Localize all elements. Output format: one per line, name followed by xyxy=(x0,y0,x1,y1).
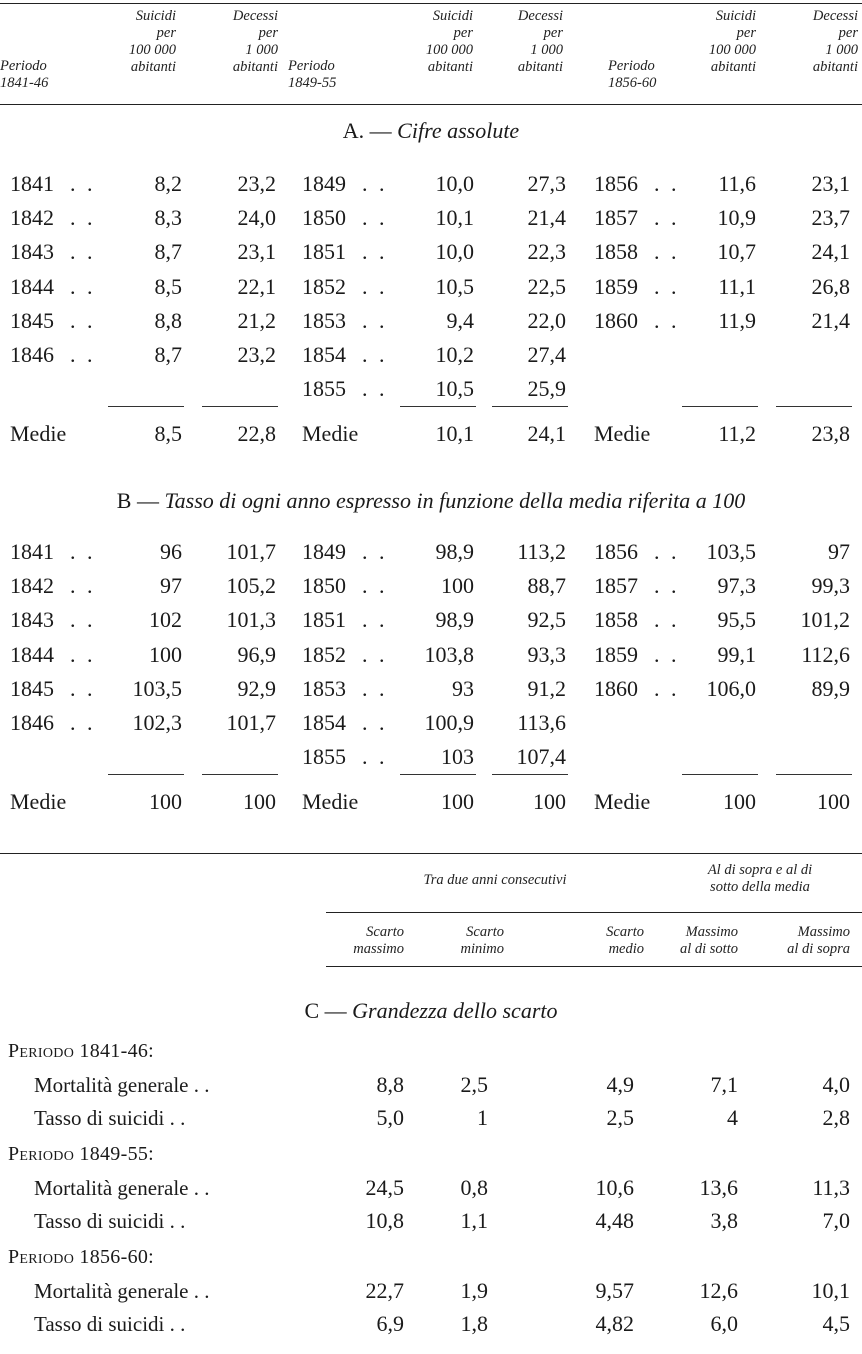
scarto-value: 4,9 xyxy=(606,1072,634,1097)
year-label: 1852 xyxy=(302,641,346,667)
average-separator xyxy=(776,774,852,775)
medie-decessi: 100 xyxy=(817,789,850,814)
decessi-value: 97 xyxy=(828,539,850,564)
average-separator xyxy=(400,774,476,775)
suicidi-value: 8,5 xyxy=(154,273,182,299)
leader-dots: . . xyxy=(362,641,388,667)
leader-dots: . . xyxy=(654,573,680,599)
scarto-value: 1 xyxy=(477,1105,488,1130)
scarto-value: 2,8 xyxy=(822,1105,850,1130)
year-label: 1850 xyxy=(302,205,346,231)
year-label: 1849 xyxy=(302,171,346,196)
suicidi-value: 97 xyxy=(160,573,182,599)
medie-suicidi: 100 xyxy=(441,789,474,814)
medie-label: Medie xyxy=(594,421,651,446)
scarto-value: 7,1 xyxy=(710,1072,738,1097)
year-label: 1846 xyxy=(10,342,54,367)
scarto-value: 24,5 xyxy=(365,1175,404,1200)
suicidi-value: 10,0 xyxy=(435,171,474,196)
suicidi-value: 103,5 xyxy=(706,539,756,564)
year-label: 1841 xyxy=(10,171,54,196)
medie-label: Medie xyxy=(10,421,67,446)
average-separator xyxy=(776,406,852,407)
decessi-value: 92,9 xyxy=(237,675,276,701)
average-separator xyxy=(108,774,184,775)
decessi-value: 27,3 xyxy=(527,171,566,196)
leader-dots: . . xyxy=(70,539,96,564)
year-label: 1859 xyxy=(594,273,638,299)
decessi-value: 113,2 xyxy=(517,539,566,564)
section-c-col2: Scarto minimo xyxy=(460,924,504,957)
scarto-value: 11,3 xyxy=(812,1175,850,1200)
year-label: 1855 xyxy=(302,744,346,770)
year-label: 1857 xyxy=(594,205,638,231)
leader-dots: . . xyxy=(654,539,680,564)
scarto-value: 10,1 xyxy=(811,1278,850,1303)
scarto-value: 8,8 xyxy=(376,1072,404,1097)
scarto-value: 13,6 xyxy=(699,1175,738,1200)
decessi-value: 27,4 xyxy=(527,342,566,367)
decessi-value: 23,1 xyxy=(237,239,276,265)
section-c-title xyxy=(0,998,862,1024)
suicidi-value: 9,4 xyxy=(446,307,474,333)
header-suicidi-2: Suicidi per 100 000 abitanti xyxy=(425,8,473,75)
medie-label: Medie xyxy=(10,789,67,814)
average-separator xyxy=(492,406,568,407)
year-label: 1851 xyxy=(302,239,346,265)
suicidi-value: 102 xyxy=(149,607,182,633)
header-suicidi-3: Suicidi per 100 000 abitanti xyxy=(708,8,756,75)
scarto-value: 4,82 xyxy=(595,1311,634,1336)
decessi-value: 101,3 xyxy=(226,607,276,633)
row-label: Tasso di suicidi . . xyxy=(34,1209,186,1233)
scarto-value: 1,8 xyxy=(460,1311,488,1336)
year-label: 1860 xyxy=(594,307,638,333)
leader-dots: . . xyxy=(70,607,96,633)
header-bottom-rule xyxy=(0,104,862,105)
row-label: Mortalità generale . . xyxy=(34,1073,210,1097)
scarto-value: 0,8 xyxy=(460,1175,488,1200)
decessi-value: 23,7 xyxy=(811,205,850,231)
decessi-value: 91,2 xyxy=(527,675,566,701)
section-c-col3: Scarto medio xyxy=(606,924,644,957)
medie-decessi: 24,1 xyxy=(527,421,566,446)
year-label: 1842 xyxy=(10,205,54,231)
year-label: 1859 xyxy=(594,641,638,667)
year-label: 1845 xyxy=(10,675,54,701)
decessi-value: 23,1 xyxy=(811,171,850,196)
year-label: 1852 xyxy=(302,273,346,299)
decessi-value: 21,4 xyxy=(811,307,850,333)
row-label: Tasso di suicidi . . xyxy=(34,1106,186,1130)
decessi-value: 113,6 xyxy=(517,710,566,735)
leader-dots: . . xyxy=(654,641,680,667)
leader-dots: . . xyxy=(70,675,96,701)
average-separator xyxy=(202,774,278,775)
scarto-value: 1,1 xyxy=(460,1208,488,1233)
suicidi-value: 8,3 xyxy=(154,205,182,231)
section-a-prefix: A. — xyxy=(342,118,392,143)
suicidi-value: 11,1 xyxy=(718,273,756,299)
year-label: 1853 xyxy=(302,307,346,333)
year-label: 1851 xyxy=(302,607,346,633)
suicidi-value: 97,3 xyxy=(717,573,756,599)
leader-dots: . . xyxy=(70,307,96,333)
suicidi-value: 95,5 xyxy=(717,607,756,633)
suicidi-value: 10,5 xyxy=(435,273,474,299)
year-label: 1854 xyxy=(302,710,346,735)
year-label: 1841 xyxy=(10,539,54,564)
suicidi-value: 102,3 xyxy=(132,710,182,735)
average-separator xyxy=(492,774,568,775)
scarto-value: 6,0 xyxy=(710,1311,738,1336)
section-c-header-bottom-rule xyxy=(326,966,862,967)
leader-dots: . . xyxy=(654,205,680,231)
header-decessi-1: Decessi per 1 000 abitanti xyxy=(232,8,278,75)
header-decessi-2: Decessi per 1 000 abitanti xyxy=(517,8,563,75)
period-title: Periodo 1849-55: xyxy=(8,1143,155,1165)
leader-dots: . . xyxy=(362,342,388,367)
decessi-value: 22,5 xyxy=(527,273,566,299)
header-suicidi-1: Suicidi per 100 000 abitanti xyxy=(128,8,176,75)
decessi-value: 24,1 xyxy=(811,239,850,265)
year-label: 1846 xyxy=(10,710,54,735)
leader-dots: . . xyxy=(362,376,388,402)
decessi-value: 101,7 xyxy=(226,710,276,735)
decessi-value: 99,3 xyxy=(811,573,850,599)
scarto-value: 1,9 xyxy=(460,1278,488,1303)
scarto-value: 4,48 xyxy=(595,1208,634,1233)
leader-dots: . . xyxy=(654,607,680,633)
leader-dots: . . xyxy=(654,307,680,333)
medie-label: Medie xyxy=(302,421,359,446)
decessi-value: 93,3 xyxy=(527,641,566,667)
suicidi-value: 11,6 xyxy=(718,171,756,196)
medie-suicidi: 100 xyxy=(149,789,182,814)
year-label: 1844 xyxy=(10,641,54,667)
suicidi-value: 8,2 xyxy=(154,171,182,196)
scarto-value: 2,5 xyxy=(460,1072,488,1097)
period-title: Periodo 1841-46: xyxy=(8,1040,155,1062)
average-separator xyxy=(400,406,476,407)
decessi-value: 89,9 xyxy=(811,675,850,701)
suicidi-value: 103,8 xyxy=(424,641,474,667)
decessi-value: 107,4 xyxy=(516,744,566,770)
year-label: 1860 xyxy=(594,675,638,701)
section-c-mid-rule xyxy=(326,912,862,913)
scarto-value: 6,9 xyxy=(376,1311,404,1336)
decessi-value: 92,5 xyxy=(527,607,566,633)
period-title: Periodo 1856-60: xyxy=(8,1246,155,1268)
medie-decessi: 100 xyxy=(243,789,276,814)
medie-suicidi: 11,2 xyxy=(718,421,756,446)
leader-dots: . . xyxy=(654,273,680,299)
section-c-col5: Massimo al di sopra xyxy=(787,924,850,957)
suicidi-value: 8,7 xyxy=(154,342,182,367)
leader-dots: . . xyxy=(362,205,388,231)
suicidi-value: 103,5 xyxy=(132,675,182,701)
row-label: Mortalità generale . . xyxy=(34,1176,210,1200)
decessi-value: 24,0 xyxy=(237,205,276,231)
decessi-value: 23,2 xyxy=(237,342,276,367)
medie-label: Medie xyxy=(302,789,359,814)
medie-suicidi: 8,5 xyxy=(154,421,182,446)
leader-dots: . . xyxy=(70,342,96,367)
leader-dots: . . xyxy=(70,171,96,196)
year-label: 1855 xyxy=(302,376,346,402)
year-label: 1843 xyxy=(10,607,54,633)
section-c-col4: Massimo al di sotto xyxy=(679,924,738,957)
year-label: 1856 xyxy=(594,171,638,196)
scarto-value: 12,6 xyxy=(699,1278,738,1303)
suicidi-value: 93 xyxy=(452,675,474,701)
suicidi-value: 10,1 xyxy=(435,205,474,231)
suicidi-value: 100,9 xyxy=(424,710,474,735)
average-separator xyxy=(682,406,758,407)
medie-decessi: 23,8 xyxy=(811,421,850,446)
decessi-value: 25,9 xyxy=(527,376,566,402)
year-label: 1854 xyxy=(302,342,346,367)
medie-decessi: 22,8 xyxy=(237,421,276,446)
suicidi-value: 8,8 xyxy=(154,307,182,333)
decessi-value: 26,8 xyxy=(811,273,850,299)
year-label: 1857 xyxy=(594,573,638,599)
suicidi-value: 106,0 xyxy=(706,675,756,701)
decessi-value: 21,2 xyxy=(237,307,276,333)
leader-dots: . . xyxy=(362,171,388,196)
header-periodo-3: Periodo 1856-60 xyxy=(608,58,657,91)
decessi-value: 23,2 xyxy=(237,171,276,196)
leader-dots: . . xyxy=(362,607,388,633)
suicidi-value: 10,5 xyxy=(435,376,474,402)
row-label: Mortalità generale . . xyxy=(34,1279,210,1303)
suicidi-value: 10,0 xyxy=(435,239,474,265)
top-rule xyxy=(0,3,862,4)
section-b-title xyxy=(0,488,862,514)
suicidi-value: 10,9 xyxy=(717,205,756,231)
section-c-group2: Al di sopra e al di sotto della media xyxy=(707,862,813,895)
section-c-prefix: C — xyxy=(304,998,347,1023)
decessi-value: 96,9 xyxy=(237,641,276,667)
leader-dots: . . xyxy=(70,205,96,231)
section-c-title-text: Grandezza dello scarto xyxy=(352,998,558,1023)
leader-dots: . . xyxy=(654,171,680,196)
suicidi-value: 100 xyxy=(441,573,474,599)
leader-dots: . . xyxy=(70,710,96,735)
suicidi-value: 99,1 xyxy=(717,641,756,667)
row-label: Tasso di suicidi . . xyxy=(34,1312,186,1336)
section-c-group1: Tra due anni consecutivi xyxy=(423,872,567,888)
medie-decessi: 100 xyxy=(533,789,566,814)
leader-dots: . . xyxy=(362,573,388,599)
scarto-value: 4 xyxy=(727,1105,738,1130)
section-b-title-text: Tasso di ogni anno espresso in funzione della media riferita a 100 xyxy=(164,488,746,513)
decessi-value: 22,1 xyxy=(237,273,276,299)
year-label: 1856 xyxy=(594,539,638,564)
header-periodo-2: Periodo 1849-55 xyxy=(288,58,337,91)
decessi-value: 105,2 xyxy=(226,573,276,599)
leader-dots: . . xyxy=(362,710,388,735)
year-label: 1849 xyxy=(302,539,346,564)
suicidi-value: 11,9 xyxy=(718,307,756,333)
scarto-value: 10,8 xyxy=(365,1208,404,1233)
suicidi-value: 96 xyxy=(160,539,182,564)
leader-dots: . . xyxy=(362,239,388,265)
header-decessi-3: Decessi per 1 000 abitanti xyxy=(812,8,858,75)
suicidi-value: 103 xyxy=(441,744,474,770)
header-periodo-1: Periodo 1841-46 xyxy=(0,58,49,91)
section-a-title-text: Cifre assolute xyxy=(397,118,520,143)
section-c-col1: Scarto massimo xyxy=(353,924,404,957)
suicidi-value: 10,2 xyxy=(435,342,474,367)
medie-suicidi: 10,1 xyxy=(435,421,474,446)
decessi-value: 101,2 xyxy=(800,607,850,633)
leader-dots: . . xyxy=(362,273,388,299)
leader-dots: . . xyxy=(362,675,388,701)
scarto-value: 3,8 xyxy=(710,1208,738,1233)
leader-dots: . . xyxy=(70,641,96,667)
year-label: 1858 xyxy=(594,607,638,633)
scarto-value: 2,5 xyxy=(606,1105,634,1130)
scarto-value: 9,57 xyxy=(595,1278,634,1303)
suicidi-value: 10,7 xyxy=(717,239,756,265)
decessi-value: 88,7 xyxy=(527,573,566,599)
decessi-value: 112,6 xyxy=(801,641,850,667)
average-separator xyxy=(682,774,758,775)
scarto-value: 4,0 xyxy=(822,1072,850,1097)
suicidi-value: 98,9 xyxy=(435,607,474,633)
leader-dots: . . xyxy=(654,239,680,265)
leader-dots: . . xyxy=(362,307,388,333)
scarto-value: 10,6 xyxy=(595,1175,634,1200)
suicidi-value: 100 xyxy=(149,641,182,667)
year-label: 1853 xyxy=(302,675,346,701)
average-separator xyxy=(202,406,278,407)
section-a-title xyxy=(0,118,862,144)
year-label: 1844 xyxy=(10,273,54,299)
suicidi-value: 8,7 xyxy=(154,239,182,265)
medie-suicidi: 100 xyxy=(723,789,756,814)
scarto-value: 4,5 xyxy=(822,1311,850,1336)
decessi-value: 22,3 xyxy=(527,239,566,265)
medie-label: Medie xyxy=(594,789,651,814)
year-label: 1842 xyxy=(10,573,54,599)
decessi-value: 22,0 xyxy=(527,307,566,333)
year-label: 1843 xyxy=(10,239,54,265)
year-label: 1858 xyxy=(594,239,638,265)
leader-dots: . . xyxy=(70,573,96,599)
section-b-prefix: B — xyxy=(116,488,159,513)
leader-dots: . . xyxy=(70,239,96,265)
scarto-value: 7,0 xyxy=(822,1208,850,1233)
year-label: 1845 xyxy=(10,307,54,333)
leader-dots: . . xyxy=(362,744,388,770)
scarto-value: 5,0 xyxy=(376,1105,404,1130)
leader-dots: . . xyxy=(654,675,680,701)
leader-dots: . . xyxy=(70,273,96,299)
section-c-top-rule xyxy=(0,853,862,854)
decessi-value: 21,4 xyxy=(527,205,566,231)
leader-dots: . . xyxy=(362,539,388,564)
suicidi-value: 98,9 xyxy=(435,539,474,564)
decessi-value: 101,7 xyxy=(226,539,276,564)
year-label: 1850 xyxy=(302,573,346,599)
average-separator xyxy=(108,406,184,407)
scarto-value: 22,7 xyxy=(365,1278,404,1303)
